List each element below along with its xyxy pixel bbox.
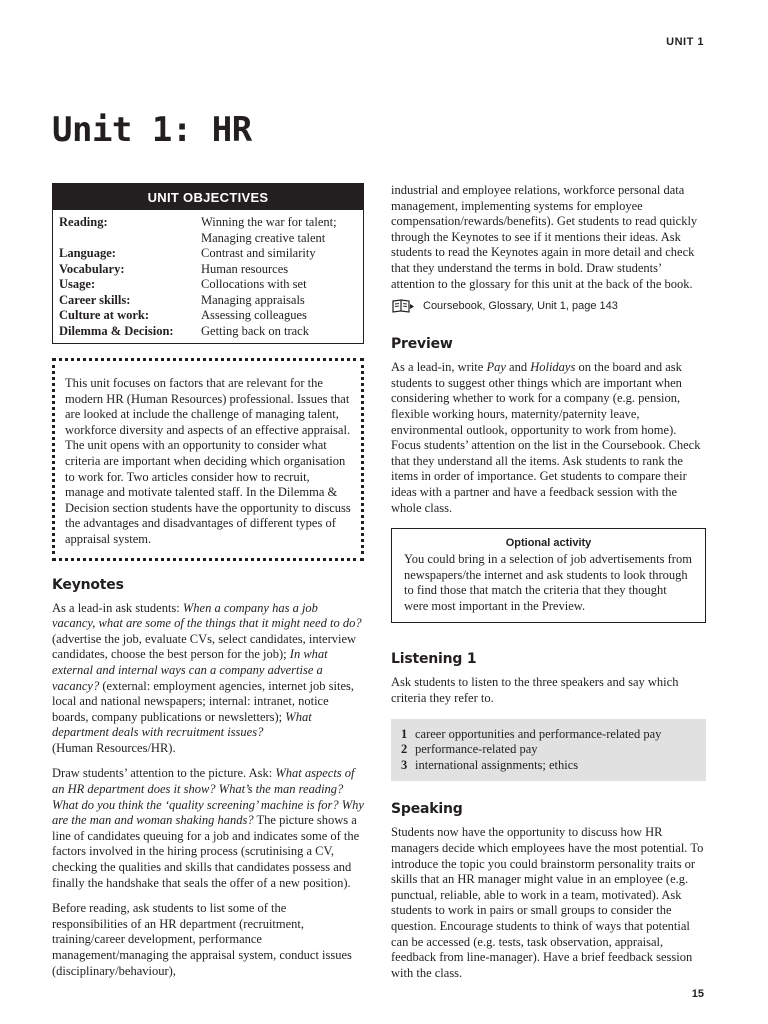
answer-number: 1	[401, 726, 408, 741]
objective-value: Contrast and similarity	[201, 246, 316, 260]
objective-key: Dilemma & Decision:	[59, 323, 174, 338]
objective-key: Reading:	[59, 215, 108, 229]
right-column	[391, 183, 706, 991]
listening-answers-box	[391, 719, 706, 782]
objective-key: Culture at work:	[59, 308, 150, 322]
keynotes-paragraph-1: As a lead-in ask students: When a company has a job vacancy, what are some of the things that it might need to do? (advertise the job, evaluate CVs, select candidates, interview candidates, choose the best person for the job); In what external and internal ways can a company advertise a vacancy? (external: employment agencies, internet job sites, local and national newspapers; internal: intranet, notice boards, company publications or newsletters); What department deals with recruitment issues? (Human Resources/HR).	[52, 600, 362, 755]
objective-row	[59, 262, 357, 278]
objective-row	[59, 324, 357, 340]
optional-activity-text: You could bring in a selection of job advertisements from newspapers/the internet and ask students to look through to find those that match the criteria that they thought were most important in the Preview.	[404, 552, 692, 613]
left-column	[52, 183, 364, 989]
answer-item	[401, 727, 696, 743]
page-number: 15	[691, 988, 704, 1000]
keynotes-paragraph-2: Draw students’ attention to the picture. Ask: What aspects of an HR department does it show? What’s the man reading? What do you think the ‘quality screening’ machine is for? Why are the man and woman shaking hands? The picture shows a line of candidates queuing for a job and indicates some of the factors involved in the hiring process (scrutinising a CV, checking the qualities and skills that candidates possess and finally the handshake that seals the offer of a new position).	[52, 766, 364, 890]
objective-row	[59, 277, 357, 293]
unit-intro-box	[52, 358, 364, 561]
objective-value: Assessing colleagues	[201, 308, 307, 322]
objective-row	[59, 246, 357, 262]
coursebook-reference	[391, 298, 706, 314]
objective-row	[59, 215, 357, 246]
keynotes-paragraph-4: industrial and employee relations, workforce personal data management, implementing systems for employee compensation/rewards/benefits). Get students to read quickly through the Keynotes to see if it mentions their ideas. Ask students to read the Keynotes again in more detail and check that they understand the terms in bold. Draw students’ attention to the glossary for this unit at the back of the book.	[391, 183, 698, 291]
answer-text: international assignments; ethics	[415, 757, 579, 772]
speaking-heading: Speaking	[391, 801, 463, 818]
objective-value: Human resources	[201, 261, 289, 276]
listening-heading: Listening 1	[391, 651, 477, 668]
keynotes-heading: Keynotes	[52, 576, 124, 593]
reference-text: Coursebook, Glossary, Unit 1, page 143	[423, 300, 618, 313]
objective-row	[59, 308, 357, 324]
unit-label: UNIT 1	[666, 36, 704, 48]
unit-objectives-heading: UNIT OBJECTIVES	[53, 184, 363, 210]
preview-heading: Preview	[391, 336, 453, 353]
page-title: Unit 1: HR	[52, 110, 252, 150]
objective-value: Managing appraisals	[201, 292, 305, 307]
objective-row	[59, 293, 357, 309]
objectives-table	[53, 210, 363, 343]
answer-text: performance-related pay	[415, 742, 538, 757]
keynotes-paragraph-3: Before reading, ask students to list some of the responsibilities of an HR department (recruitment, training/career development, performance management/managing the appraisal system, conduct issues (disciplinary/behaviour),	[52, 901, 352, 978]
speaking-text: Students now have the opportunity to discuss how HR managers decide which employees have the most potential. To introduce the topic you could brainstorm personality traits or skills that an HR manager might value in an employee (e.g. punctual, reliable, able to work in a team, motivated). Ask students to work in pairs or small groups to consider the question. Encourage students to think of ways that potential can be accessed (e.g. tests, task observation, appraisal, feedback from line-manager). Have a brief feedback session with the class.	[391, 825, 704, 980]
objective-key: Usage:	[59, 277, 96, 291]
answer-item	[401, 742, 696, 758]
objective-value: Collocations with set	[201, 277, 307, 291]
optional-activity-box	[391, 528, 706, 623]
unit-intro-text: This unit focuses on factors that are relevant for the modern HR (Human Resources) professional. Issues that are looked at include the challenge of managing talent, workforce diversity and aspects of an effective appraisal. The unit opens with an opportunity to consider what criteria are important when deciding which organisation to work for. Two articles consider how to recruit, manage and motivate talented staff. In the Dilemma & Decision section students have the opportunity to discuss the advantages and disadvantages of different types of appraisal system.	[65, 376, 351, 546]
unit-objectives-box	[52, 183, 364, 344]
optional-activity-title: Optional activity	[505, 537, 592, 550]
answer-item	[401, 758, 696, 774]
answer-number: 2	[401, 742, 408, 757]
objective-key: Language:	[59, 246, 116, 260]
answer-text: career opportunities and performance-related pay	[415, 726, 662, 741]
book-reference-icon	[391, 298, 415, 314]
answer-number: 3	[401, 757, 408, 772]
objective-key: Vocabulary:	[59, 261, 125, 276]
objective-value: Winning the war for talent; Managing creative talent	[201, 215, 337, 245]
listening-text: Ask students to listen to the three speakers and say which criteria they refer to.	[391, 675, 679, 706]
preview-text: As a lead-in, write Pay and Holidays on the board and ask students to suggest other things which are important when considering whether to work for a company (e.g. pension, flexible working hours, maternity/paternity leave, environmental outlook, opportunity to work from home). Focus students’ attention on the list in the Coursebook. Check that they understand all the items. Ask students to rank the items in order of importance. Get students to compare their ideas with a partner and have a feedback session with the whole class.	[391, 360, 701, 515]
objective-key: Career skills:	[59, 292, 131, 307]
objective-value: Getting back on track	[201, 323, 309, 338]
